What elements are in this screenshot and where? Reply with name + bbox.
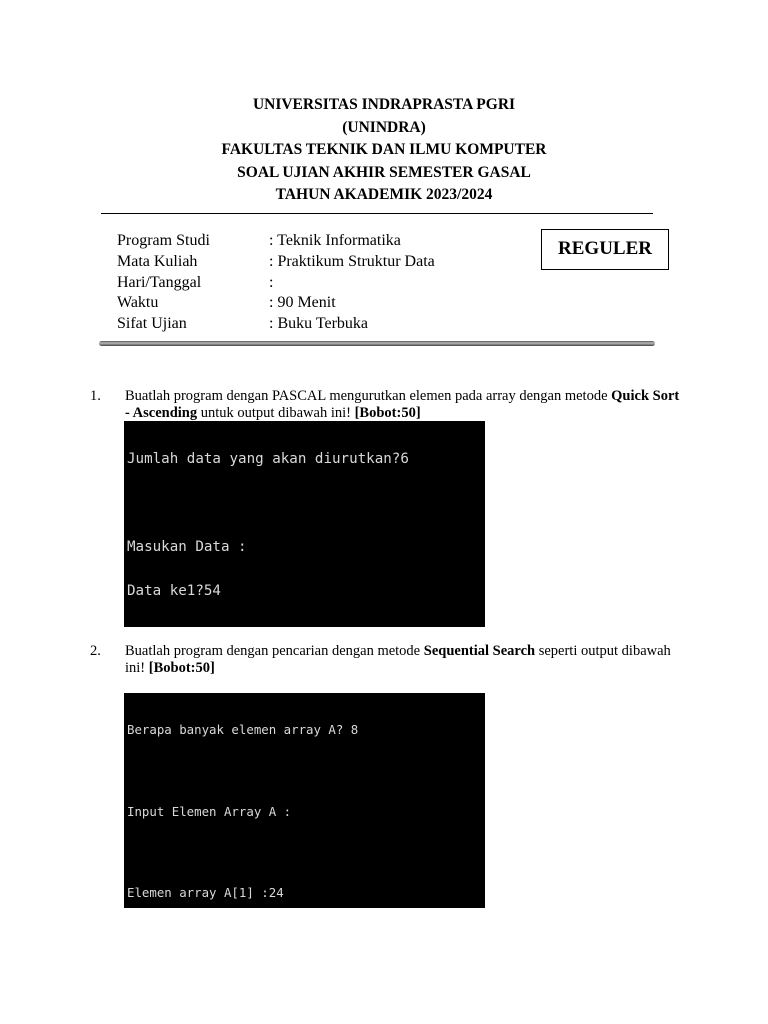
terminal-line: Elemen array A[1] :24 bbox=[127, 885, 284, 901]
info-row-type bbox=[117, 314, 435, 335]
header-divider bbox=[101, 213, 653, 214]
university-abbreviation: (UNINDRA) bbox=[342, 118, 426, 136]
faculty-name: FAKULTAS TEKNIK DAN ILMU KOMPUTER bbox=[221, 141, 547, 158]
info-label: Sifat Ujian bbox=[117, 315, 187, 333]
info-label: Mata Kuliah bbox=[117, 252, 198, 270]
terminal-line bbox=[127, 764, 485, 778]
question-text-part: untuk output dibawah ini! bbox=[197, 405, 355, 421]
class-type-badge: REGULER bbox=[541, 229, 669, 270]
info-row-date bbox=[117, 273, 435, 294]
question-text bbox=[125, 643, 685, 677]
question-number: 2. bbox=[90, 643, 101, 659]
exam-title: SOAL UJIAN AKHIR SEMESTER GASAL bbox=[237, 163, 531, 181]
terminal-line: Berapa banyak elemen array A? 8 bbox=[127, 722, 359, 738]
info-value: : 90 Menit bbox=[269, 294, 336, 312]
info-divider bbox=[99, 341, 655, 346]
university-name: UNIVERSITAS INDRAPRASTA PGRI bbox=[252, 96, 516, 113]
info-label: Program Studi bbox=[117, 232, 210, 249]
info-value: : Praktikum Struktur Data bbox=[269, 252, 435, 270]
exam-header bbox=[0, 94, 768, 207]
question-weight: [Bobot:50] bbox=[148, 660, 215, 676]
info-row-program bbox=[117, 231, 435, 252]
info-row-time bbox=[117, 293, 435, 314]
terminal-line: Jumlah data yang akan diurutkan?6 bbox=[127, 451, 409, 468]
terminal-output-2 bbox=[124, 693, 485, 908]
terminal-output-1 bbox=[124, 421, 485, 627]
question-number: 1. bbox=[90, 388, 101, 404]
academic-year: TAHUN AKADEMIK 2023/2024 bbox=[275, 186, 493, 203]
question-weight: [Bobot:50] bbox=[354, 405, 421, 421]
terminal-line bbox=[127, 846, 485, 860]
terminal-line: Data ke1?54 bbox=[127, 582, 221, 599]
question-text bbox=[125, 388, 685, 422]
terminal-line: Input Elemen Array A : bbox=[127, 803, 292, 819]
info-value: : bbox=[269, 273, 274, 291]
question-method: Sequential Search bbox=[423, 643, 536, 659]
info-row-course bbox=[117, 252, 435, 273]
exam-info-table bbox=[117, 231, 435, 335]
info-value: : Teknik Informatika bbox=[269, 232, 401, 249]
question-text-part: Buatlah program dengan pencarian dengan metode bbox=[125, 643, 424, 659]
question-text-part: Buatlah program dengan PASCAL mengurutkan elemen pada array dengan metode bbox=[125, 388, 612, 404]
terminal-line: Masukan Data : bbox=[127, 538, 247, 555]
info-label: Waktu bbox=[117, 294, 159, 312]
info-value: : Buku Terbuka bbox=[269, 315, 369, 333]
terminal-line bbox=[127, 496, 485, 511]
question-text-part: seperti output dibawah ini! bbox=[125, 643, 671, 676]
info-label: Hari/Tanggal bbox=[117, 273, 202, 291]
question-method: Quick Sort - Ascending bbox=[125, 388, 680, 421]
